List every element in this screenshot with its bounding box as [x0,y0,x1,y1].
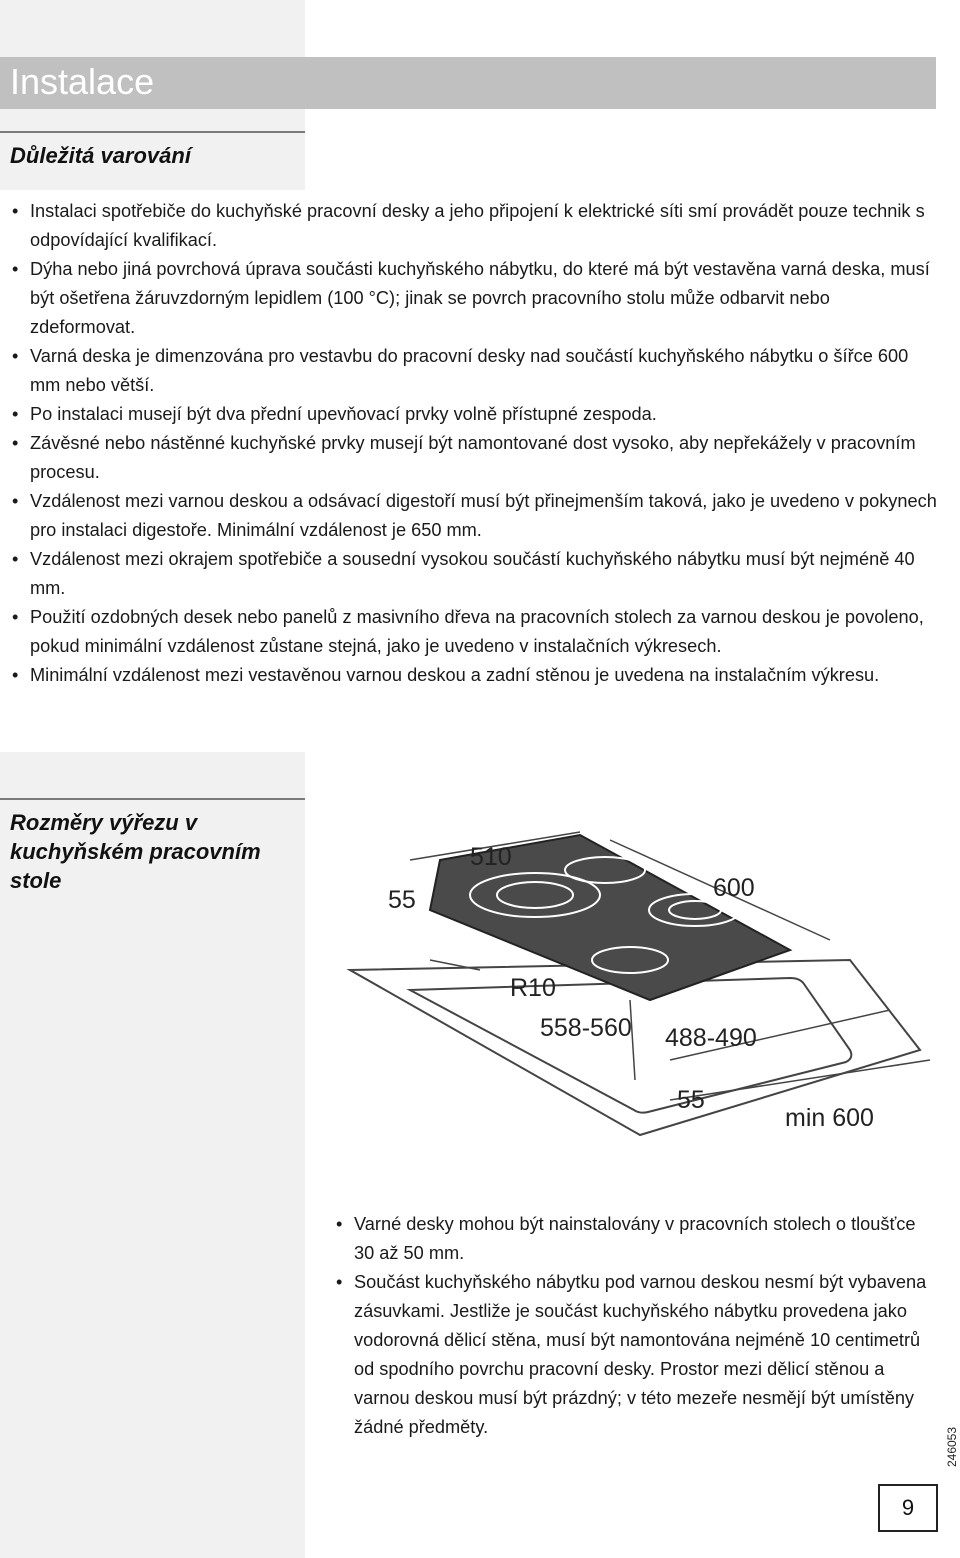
section-heading-text: Důležitá varování [10,143,191,168]
list-item: • Vzdálenost mezi okrajem spotřebiče a sousední vysokou součástí kuchyňského nábytku musí být nejméně 40 mm. [8,545,938,603]
list-item: • Varné desky mohou být nainstalovány v pracovních stolech o tloušťce 30 až 50 mm. [332,1210,932,1268]
dim-label-510: 510 [470,843,512,871]
dim-label-488-490: 488-490 [665,1024,757,1052]
list-item: • Minimální vzdálenost mezi vestavěnou varnou deskou a zadní stěnou je uvedena na instalačním výkresu. [8,661,938,690]
section-heading-cutout [0,798,305,895]
dim-label-558-560: 558-560 [540,1014,632,1042]
cutout-notes-list [332,1210,932,1442]
title-bar [0,57,936,109]
dim-label-min600: min 600 [785,1104,874,1132]
list-item: • Použití ozdobných desek nebo panelů z masivního dřeva na pracovních stolech za varnou deskou je povoleno, pokud minimální vzdálenost zůstane stejná, jako je uvedeno v instalačních výkresech. [8,603,938,661]
dim-label-600: 600 [713,874,755,902]
page-title: Instalace [10,61,155,102]
list-item: • Součást kuchyňského nábytku pod varnou deskou nesmí být vybavena zásuvkami. Jestliže je součást kuchyňského nábytku provedena jako vodorovná dělicí stěna, musí být namontována nejméně 10 centimetrů od spodního povrchu pracovní desky. Prostor mezi dělicí stěnou a varnou deskou musí být prázdný; v této mezeře nesmějí být umístěny žádné předměty. [332,1268,932,1442]
list-item: • Vzdálenost mezi varnou deskou a odsávací digestoří musí být přinejmenším taková, jako je uvedeno v pokynech pro instalaci digestoře. Minimální vzdálenost je 650 mm. [8,487,938,545]
dim-label-r10: R10 [510,974,556,1002]
list-item: • Instalaci spotřebiče do kuchyňské pracovní desky a jeho připojení k elektrické síti smí provádět pouze technik s odpovídající kvalifikací. [8,197,938,255]
dim-label-55-front: 55 [677,1086,705,1114]
list-item: • Varná deska je dimenzována pro vestavbu do pracovní desky nad součástí kuchyňského nábytku o šířce 600 mm nebo větší. [8,342,938,400]
document-code: 246053 [945,1426,959,1468]
dim-label-55-left: 55 [388,886,416,914]
list-item: • Závěsné nebo nástěnné kuchyňské prvky musejí být namontované dost vysoko, aby nepřekážely v pracovním procesu. [8,429,938,487]
section-heading-warnings [0,131,305,170]
cutout-outline [410,978,851,1113]
section-heading-text: Rozměry výřezu v kuchyňském pracovním stole [10,810,261,893]
cutout-dimension-drawing [330,800,940,1180]
page-number: 9 [878,1484,938,1532]
list-item: • Dýha nebo jiná povrchová úprava součásti kuchyňského nábytku, do které má být vestavěna varná deska, musí být ošetřena žáruvzdorným lepidlem (100 °C); jinak se povrch pracovního stolu může odbarvit nebo zdeformovat. [8,255,938,342]
list-item: • Po instalaci musejí být dva přední upevňovací prvky volně přístupné zespoda. [8,400,938,429]
warnings-list [8,197,938,690]
